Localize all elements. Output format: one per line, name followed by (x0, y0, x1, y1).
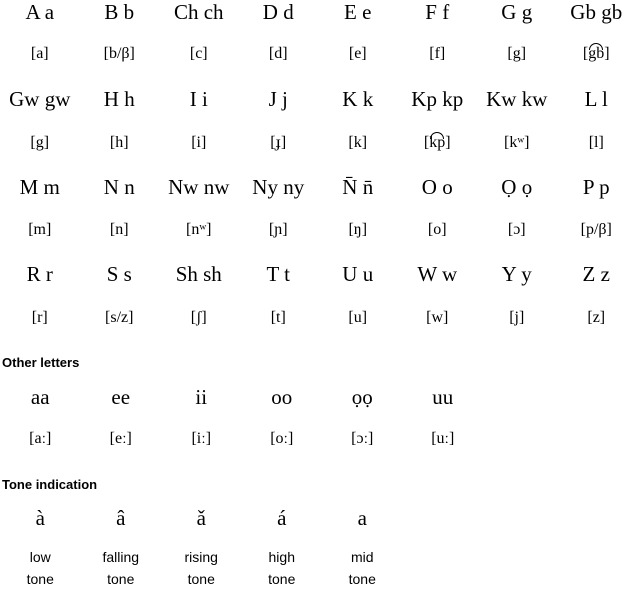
letter: Y y (477, 262, 557, 286)
ipa (398, 133, 478, 153)
letter: Ọ ọ (477, 175, 557, 199)
other-letter-cell (161, 385, 242, 449)
tone-label: tone (0, 568, 81, 590)
alphabet-cell (398, 0, 478, 64)
alphabet-row-3 (0, 175, 636, 240)
alphabet-cell (80, 175, 160, 240)
other-letter-cell (322, 385, 403, 449)
tone-label: high (242, 546, 323, 568)
letter: P p (557, 175, 636, 199)
letter: L l (557, 87, 636, 111)
ipa: [aː] (0, 429, 81, 449)
letter: Gw gw (0, 87, 80, 111)
ipa: [ɔ] (477, 220, 557, 240)
letter: N̄ n̄ (318, 175, 398, 199)
alphabet-cell (159, 262, 239, 328)
tone-letter: á (242, 506, 323, 530)
ipa: [b/β] (80, 44, 160, 64)
alphabet-cell (318, 87, 398, 153)
alphabet-cell (80, 262, 160, 328)
ipa: [d] (239, 44, 319, 64)
tie-bar-ipa: gb (588, 44, 604, 64)
alphabet-cell (557, 262, 636, 328)
tone-label: tone (322, 568, 403, 590)
alphabet-cell (477, 0, 557, 64)
ipa: [z] (557, 308, 636, 328)
ipa: [h] (80, 133, 160, 153)
ipa: [t] (239, 308, 319, 328)
alphabet-cell (477, 262, 557, 328)
letter: S s (80, 262, 160, 286)
other-letters-row (0, 385, 636, 449)
alphabet-cell (318, 262, 398, 328)
alphabet-cell (239, 87, 319, 153)
alphabet-row-4 (0, 262, 636, 328)
ipa: [i] (159, 133, 239, 153)
tone-letter: ǎ (161, 506, 242, 530)
ipa: [w] (398, 308, 478, 328)
alphabet-cell (398, 262, 478, 328)
letter: Sh sh (159, 262, 239, 286)
letter: Nw nw (159, 175, 239, 199)
letter: aa (0, 385, 81, 409)
tone-letter: â (81, 506, 162, 530)
ipa: [oː] (242, 429, 323, 449)
tone-label: tone (81, 568, 162, 590)
tone-cell (322, 506, 403, 590)
letter: uu (403, 385, 484, 409)
ipa: [g] (477, 44, 557, 64)
ipa-bracket: [ (424, 134, 429, 151)
letter: Ch ch (159, 0, 239, 24)
tone-label: low (0, 546, 81, 568)
tone-row (0, 506, 636, 590)
letter: N n (80, 175, 160, 199)
letter: K k (318, 87, 398, 111)
ipa: [c] (159, 44, 239, 64)
alphabet-cell (159, 0, 239, 64)
letter: R r (0, 262, 80, 286)
letter: ii (161, 385, 242, 409)
ipa-bracket: ] (445, 134, 450, 151)
tone-label: mid (322, 546, 403, 568)
tone-cell (0, 506, 81, 590)
alphabet-cell (557, 175, 636, 240)
tone-label: rising (161, 546, 242, 568)
alphabet-row-2 (0, 87, 636, 153)
ipa-bracket: [ (583, 45, 588, 62)
tone-cell (242, 506, 323, 590)
tone-letter: à (0, 506, 81, 530)
letter: Kw kw (477, 87, 557, 111)
ipa: [k] (318, 133, 398, 153)
ipa: [kʷ] (477, 133, 557, 153)
letter: oo (242, 385, 323, 409)
alphabet-cell (318, 0, 398, 64)
ipa: [o] (398, 220, 478, 240)
alphabet-cell (80, 0, 160, 64)
alphabet-cell (557, 87, 636, 153)
tone-indication-heading: Tone indication (2, 477, 97, 493)
letter: I i (159, 87, 239, 111)
other-letter-cell (0, 385, 81, 449)
tie-bar-ipa: kp (429, 133, 445, 153)
ipa-bracket: ] (604, 45, 609, 62)
letter: U u (318, 262, 398, 286)
tone-label: tone (242, 568, 323, 590)
ipa: [p/β] (557, 220, 636, 240)
ipa: [nʷ] (159, 220, 239, 240)
alphabet-cell (239, 262, 319, 328)
letter: Kp kp (398, 87, 478, 111)
other-letter-cell (81, 385, 162, 449)
letter: H h (80, 87, 160, 111)
other-letters-heading: Other letters (2, 355, 79, 371)
ipa: [j] (477, 308, 557, 328)
other-letter-cell (242, 385, 323, 449)
alphabet-cell (477, 87, 557, 153)
letter: ee (81, 385, 162, 409)
ipa: [r] (0, 308, 80, 328)
ipa: [eː] (81, 429, 162, 449)
alphabet-cell (239, 0, 319, 64)
letter: E e (318, 0, 398, 24)
alphabet-cell (159, 87, 239, 153)
alphabet-cell (557, 0, 636, 64)
alphabet-cell (80, 87, 160, 153)
ipa: [ɔː] (322, 429, 403, 449)
tone-letter: a (322, 506, 403, 530)
letter: ọọ (322, 385, 403, 409)
ipa: [g] (0, 133, 80, 153)
alphabet-cell (0, 87, 80, 153)
alphabet-cell (239, 175, 319, 240)
letter: M m (0, 175, 80, 199)
alphabet-cell (398, 87, 478, 153)
tone-cell (81, 506, 162, 590)
letter: T t (239, 262, 319, 286)
letter: G g (477, 0, 557, 24)
alphabet-cell (398, 175, 478, 240)
alphabet-cell (159, 175, 239, 240)
letter: B b (80, 0, 160, 24)
tone-label: falling (81, 546, 162, 568)
letter: O o (398, 175, 478, 199)
ipa: [m] (0, 220, 80, 240)
ipa: [a] (0, 44, 80, 64)
ipa: [e] (318, 44, 398, 64)
other-letter-cell (403, 385, 484, 449)
letter: W w (398, 262, 478, 286)
alphabet-cell (0, 175, 80, 240)
tone-cell (161, 506, 242, 590)
alphabet-cell (0, 0, 80, 64)
ipa: [u] (318, 308, 398, 328)
ipa: [ɟ] (239, 133, 319, 153)
alphabet-row-1 (0, 0, 636, 64)
ipa: [n] (80, 220, 160, 240)
ipa: [l] (557, 133, 636, 153)
letter: Ny ny (239, 175, 319, 199)
alphabet-cell (318, 175, 398, 240)
ipa (557, 44, 636, 64)
alphabet-cell (0, 262, 80, 328)
letter: D d (239, 0, 319, 24)
ipa: [ɲ] (239, 220, 319, 240)
letter: F f (398, 0, 478, 24)
ipa: [iː] (161, 429, 242, 449)
letter: Z z (557, 262, 636, 286)
tone-label: tone (161, 568, 242, 590)
letter: Gb gb (557, 0, 636, 24)
ipa: [f] (398, 44, 478, 64)
ipa: [s/z] (80, 308, 160, 328)
letter: A a (0, 0, 80, 24)
ipa: [ʃ] (159, 308, 239, 328)
ipa: [uː] (403, 429, 484, 449)
ipa: [ŋ] (318, 220, 398, 240)
alphabet-cell (477, 175, 557, 240)
letter: J j (239, 87, 319, 111)
